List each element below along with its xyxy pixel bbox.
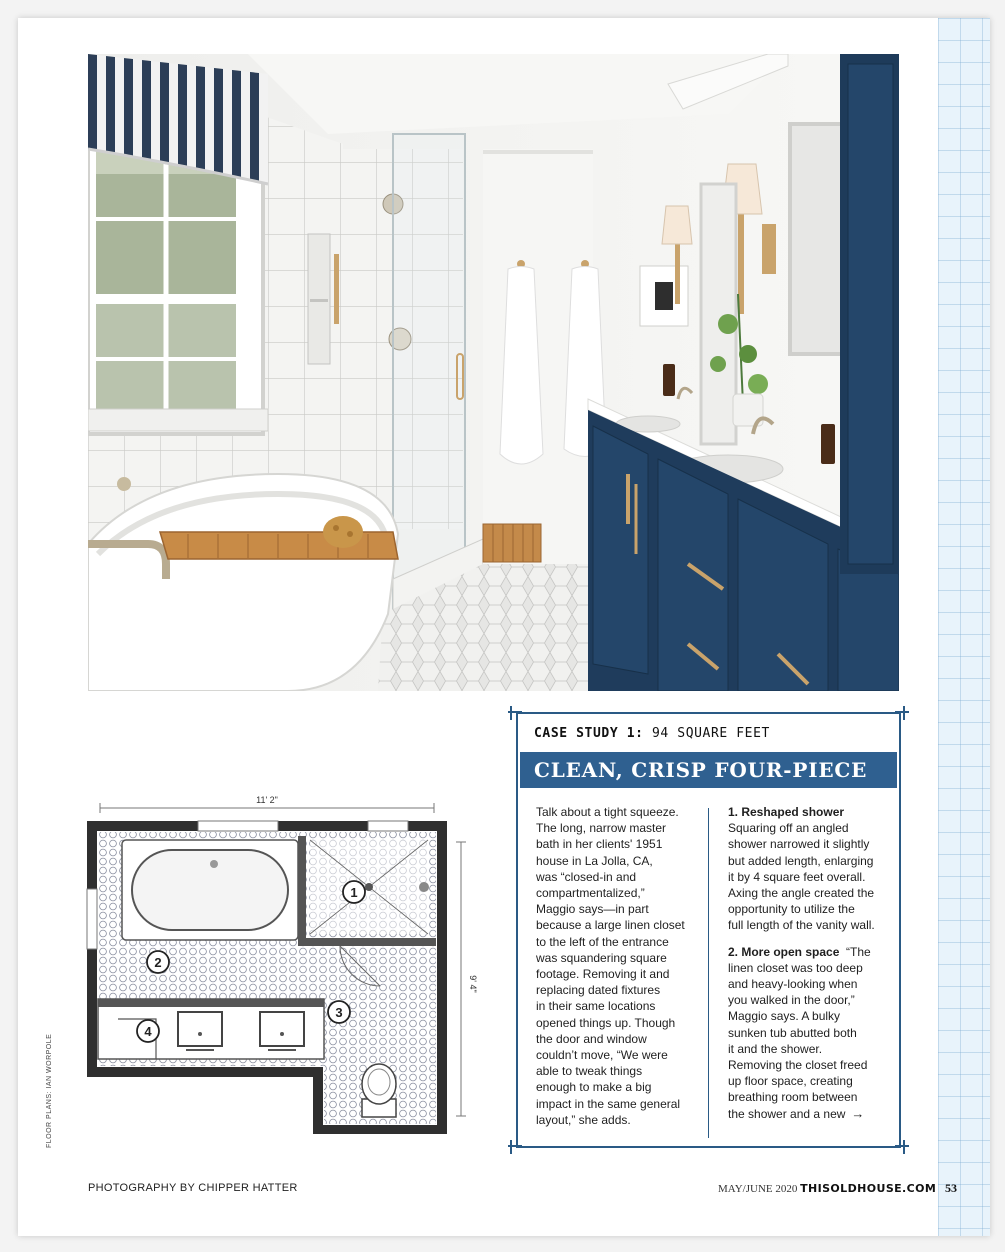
plan-width-label: 11' 2"	[256, 795, 278, 805]
body-line: in their same locations	[536, 999, 656, 1014]
subhead-reshaped-shower: 1. Reshaped shower	[728, 805, 845, 819]
headline-bar	[520, 752, 897, 788]
body-line: was squandering square	[536, 950, 667, 965]
floor-plan	[78, 794, 478, 1134]
body-line: you walked in the door,”	[728, 993, 855, 1008]
body-line: to the left of the entrance	[536, 934, 669, 949]
body-line: opportunity to utilize the	[728, 902, 855, 917]
body-line: breathing room between	[728, 1090, 858, 1105]
body-line: Axing the angle created the	[728, 886, 875, 901]
body-line: Maggio says—in part	[536, 902, 649, 917]
body-line: was “closed-in and	[536, 869, 637, 884]
subhead-more-open-space: 2. More open space	[728, 944, 840, 959]
body-line: footage. Removing it and	[536, 967, 670, 982]
body-line: Squaring off an angled	[728, 821, 849, 836]
body-line: opened things up. Though	[536, 1015, 676, 1030]
graph-paper-strip	[938, 18, 990, 1236]
corner-tick	[903, 1140, 905, 1154]
bathroom-illustration	[88, 54, 899, 691]
body-line: Talk about a tight squeeze.	[536, 805, 679, 819]
case-study-size: 94 SQUARE FEET	[651, 726, 770, 741]
body-line: replacing dated fixtures	[536, 983, 661, 998]
body-line: it and the shower.	[728, 1041, 823, 1056]
body-line: enough to make a big	[536, 1080, 652, 1095]
corner-tick	[510, 706, 512, 720]
body-line: Removing the closet freed	[728, 1058, 868, 1073]
body-line: bath in her clients' 1951	[536, 837, 663, 852]
plan-marker-1: 1	[350, 885, 358, 900]
body-line: house in La Jolla, CA,	[536, 853, 653, 868]
plan-height-label: 9' 4"	[468, 975, 478, 993]
corner-tick	[510, 1140, 512, 1154]
corner-tick	[508, 711, 522, 713]
body-line: sunken tub abutted both	[728, 1025, 857, 1040]
continue-arrow-icon: →	[851, 1105, 865, 1121]
body-line: The long, narrow master	[536, 821, 667, 836]
corner-tick	[895, 1145, 909, 1147]
issue-date: MAY/JUNE 2020	[718, 1183, 798, 1195]
case-study-headline: CLEAN, CRISP FOUR-PIECE	[534, 758, 868, 782]
floor-plan-drawing	[78, 794, 478, 1134]
bathroom-photo	[88, 54, 899, 691]
corner-tick	[903, 706, 905, 720]
floor-plan-credit: FLOOR PLANS: IAN WORPOLE	[46, 1033, 53, 1148]
column-divider	[708, 808, 709, 1138]
case-study-box	[516, 712, 901, 1148]
plan-marker-2: 2	[154, 955, 162, 970]
body-line: linen closet was too deep	[728, 960, 863, 975]
case-study-label	[534, 726, 770, 741]
body-line: the door and window	[536, 1031, 647, 1046]
magazine-page	[18, 18, 990, 1236]
plan-marker-3: 3	[335, 1005, 343, 1020]
body-line: and heavy-looking when	[728, 977, 858, 992]
body-line-lead: “The	[846, 944, 871, 959]
plan-marker-4: 4	[144, 1024, 152, 1039]
left-column-text	[536, 804, 696, 1128]
body-line: couldn’t move, “We were	[536, 1048, 668, 1063]
body-line: compartmentalized,”	[536, 886, 645, 901]
body-line: because a large linen closet	[536, 918, 685, 933]
body-line: it by 4 square feet overall.	[728, 869, 866, 884]
corner-tick	[508, 1145, 522, 1147]
case-study-number: CASE STUDY 1:	[534, 726, 644, 741]
corner-tick	[895, 711, 909, 713]
body-line: able to tweak things	[536, 1064, 643, 1079]
body-line: but added length, enlarging	[728, 853, 874, 868]
website-link[interactable]: THISOLDHOUSE.COM	[800, 1182, 937, 1195]
body-line: impact in the same general	[536, 1096, 681, 1111]
page-number: 53	[944, 1181, 957, 1195]
body-line: layout,” she adds.	[536, 1112, 631, 1127]
body-line: shower narrowed it slightly	[728, 837, 870, 852]
right-column-text	[728, 804, 896, 1122]
photography-credit: PHOTOGRAPHY BY CHIPPER HATTER	[88, 1182, 298, 1194]
body-line: full length of the vanity wall.	[728, 918, 875, 933]
body-line: up floor space, creating	[728, 1074, 853, 1089]
body-line: the shower and a new	[728, 1106, 846, 1121]
body-line: Maggio says. A bulky	[728, 1009, 841, 1024]
page-footer	[718, 1181, 957, 1196]
